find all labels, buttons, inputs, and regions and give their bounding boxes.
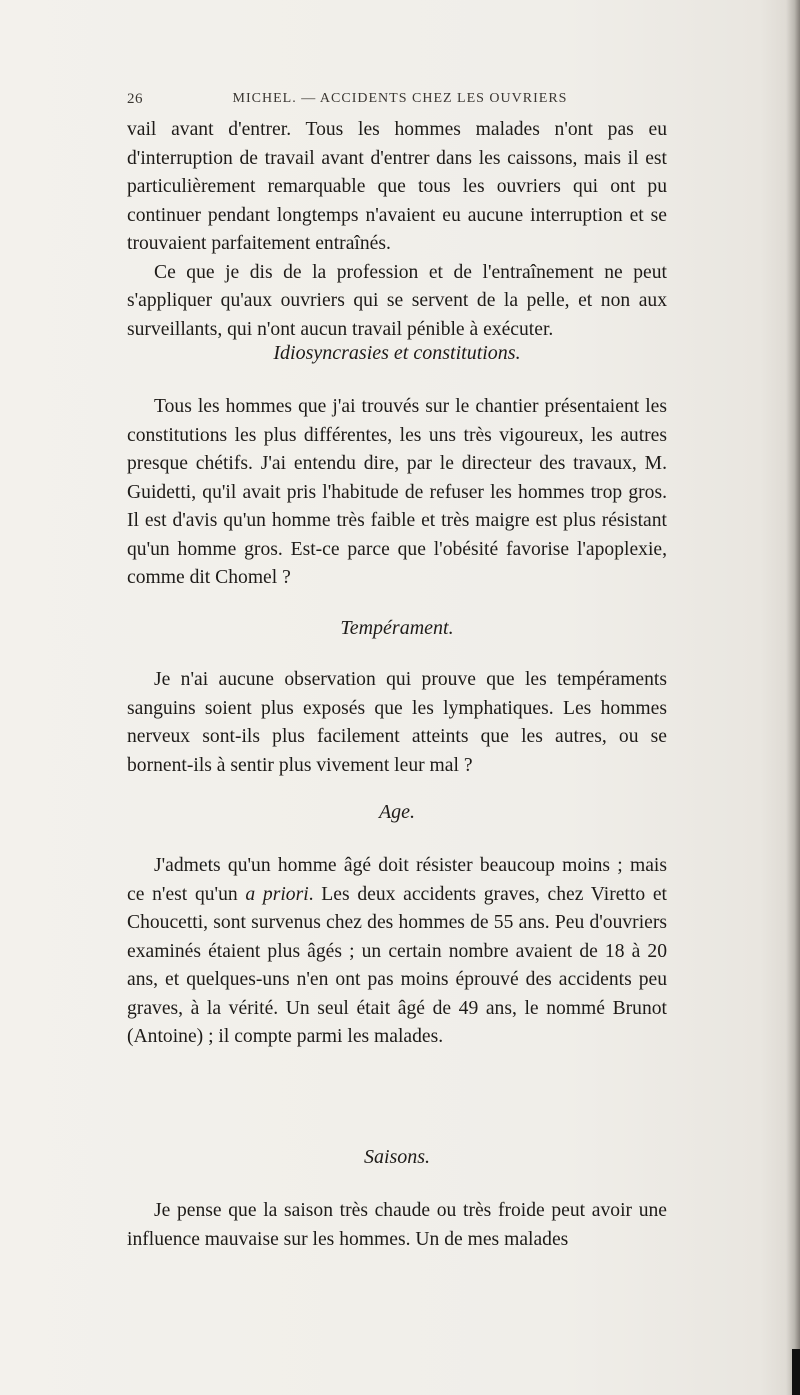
page-edge-shadow [786, 0, 800, 1395]
intro-paragraph-1: vail avant d'entrer. Tous les hommes malades n'ont pas eu d'interruption de travail avant d'entrer dans les caissons, mais il est particulièrement remarquable que tous les ouvriers qui ont pu continuer pendant longtemps n'avaient eu aucune interruption et se trouvaient parfaitement entraînés. [127, 119, 667, 254]
age-paragraph [127, 852, 667, 1052]
section-title-temperament: Tempérament. [340, 617, 454, 639]
age-text-a-priori: a priori [245, 883, 309, 905]
idiosyncrasies-text [127, 393, 667, 593]
running-title: MICHEL. — ACCIDENTS CHEZ LES OUVRIERS [232, 91, 568, 106]
page-header [0, 91, 800, 115]
section-title-age: Age. [378, 801, 416, 823]
age-text-part-2: . Les deux accidents graves, chez Viretto et Choucetti, sont survenus chez des hommes de 55 ans. Peu d'ouvriers examinés étaient plus âgés ; un certain nombre avaient de 18 à 20 ans, et quelques-uns n'en ont pas moins éprouvé des accidents peu graves, à la vérité. Un seul était âgé de 49 ans, le nommé Brunot (Antoine) ; il compte parmi les malades. [127, 883, 667, 1047]
temperament-text [127, 666, 667, 780]
saisons-text [127, 1197, 667, 1254]
age-text-part-1: J'admets qu'un homme âgé doit résister beaucoup moins ; mais ce n'est qu'un [127, 855, 667, 905]
intro-paragraph-2: Ce que je dis de la profession et de l'entraînement ne peut s'appliquer qu'aux ouvriers qui se servent de la pelle, et non aux surveillants, qui n'ont aucun travail pénible à exécuter. [127, 261, 667, 340]
saisons-paragraph: Je pense que la saison très chaude ou très froide peut avoir une influence mauvaise sur les hommes. Un de mes malades [127, 1200, 667, 1250]
page-number: 26 [127, 91, 143, 107]
age-text [127, 852, 667, 1052]
scan-corner-mark [792, 1349, 800, 1395]
intro-text [127, 116, 667, 344]
section-title-idiosyncrasies: Idiosyncrasies et constitutions. [273, 342, 521, 364]
idiosyncrasies-paragraph: Tous les hommes que j'ai trouvés sur le chantier présentaient les constitutions les plus différentes, les uns très vigoureux, les autres presque chétifs. J'ai entendu dire, par le directeur des travaux, M. Guidetti, qu'il avait pris l'habitude de refuser les hommes trop gros. Il est d'avis qu'un homme très faible et très maigre est plus résistant qu'un homme gros. Est-ce parce que l'obésité favorise l'apoplexie, comme dit Chomel ? [127, 396, 667, 588]
temperament-paragraph: Je n'ai aucune observation qui prouve que les tempéraments sanguins soient plus exposés que les lymphatiques. Les hommes nerveux sont-ils plus facilement atteints que les autres, ou se bornent-ils à sentir plus vivement leur mal ? [127, 669, 667, 776]
section-title-saisons: Saisons. [363, 1146, 431, 1168]
